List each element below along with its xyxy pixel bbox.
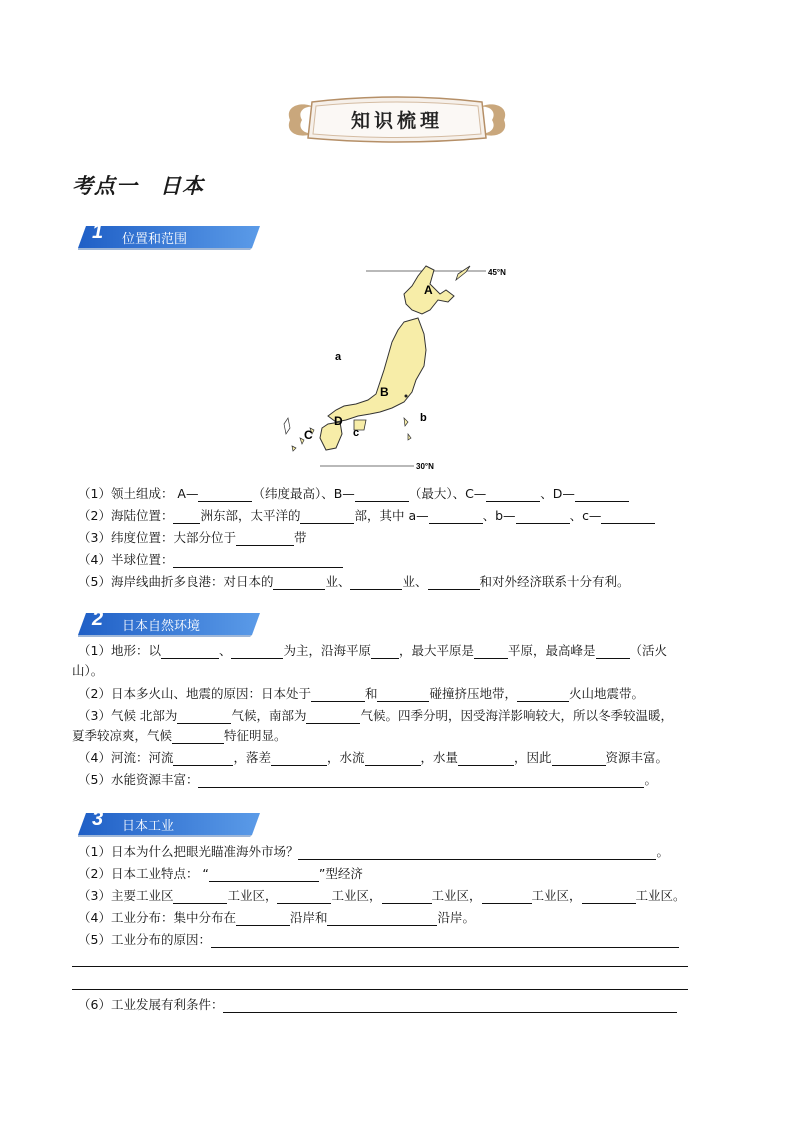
answer-line[interactable] <box>72 966 688 967</box>
answer-blank[interactable] <box>236 532 294 546</box>
s2-question-4 <box>78 749 668 766</box>
answer-blank[interactable] <box>482 890 532 904</box>
text: （2）海陆位置： <box>78 508 174 523</box>
answer-blank[interactable] <box>173 554 343 568</box>
map-label-b-lower: b <box>420 412 427 424</box>
text: （1）领土组成： A— <box>78 486 199 501</box>
answer-blank[interactable] <box>428 576 480 590</box>
text: 沿岸。 <box>437 910 475 925</box>
text: 带 <box>293 530 307 545</box>
answer-blank[interactable] <box>277 890 331 904</box>
answer-blank[interactable] <box>382 890 432 904</box>
text: （2）日本多火山、地震的原因：日本处于 <box>78 686 311 701</box>
answer-blank[interactable] <box>236 912 290 926</box>
text: 为主，沿海平原 <box>283 643 371 658</box>
text: 、 <box>218 643 232 658</box>
answer-blank[interactable] <box>601 510 655 524</box>
s1-question-5 <box>78 573 630 590</box>
answer-blank[interactable] <box>365 752 421 766</box>
answer-blank[interactable] <box>177 710 231 724</box>
answer-blank[interactable] <box>311 688 365 702</box>
text: 工业区。 <box>635 888 686 903</box>
answer-blank[interactable] <box>173 752 233 766</box>
text: （活火 <box>629 643 668 658</box>
s3-question-6 <box>78 996 677 1013</box>
section-title: 日本工业 <box>122 819 175 834</box>
text: 气候，南部为 <box>231 708 307 723</box>
text: 和 <box>364 686 378 701</box>
text: ，水流 <box>326 750 365 765</box>
text: 。 <box>644 772 657 787</box>
s2-question-3-cont <box>72 727 287 744</box>
text: ，因此 <box>514 750 552 765</box>
answer-blank[interactable] <box>575 488 629 502</box>
text: 业、 <box>325 574 351 589</box>
answer-blank[interactable] <box>516 510 570 524</box>
lat-30-label: 30°N <box>416 462 434 471</box>
text: （5）海岸线曲折多良港：对日本的 <box>78 574 274 589</box>
s1-question-1 <box>78 485 629 502</box>
answer-blank[interactable] <box>306 710 360 724</box>
text: 火山地震带。 <box>569 686 645 701</box>
text: 工业区， <box>531 888 582 903</box>
answer-line[interactable] <box>72 989 688 990</box>
text: 资源丰富。 <box>605 750 669 765</box>
text: （纬度最高）、B— <box>252 486 355 501</box>
map-label-a-lower: a <box>335 351 342 363</box>
answer-blank[interactable] <box>582 890 636 904</box>
text: （最大）、C— <box>408 486 487 501</box>
s2-question-5 <box>78 771 657 788</box>
japan-map-icon <box>280 258 520 476</box>
text: （1）地形：以 <box>78 643 161 658</box>
text: 洲东部，太平洋的 <box>200 508 301 523</box>
text: 山）。 <box>72 663 104 678</box>
text: 、c— <box>569 508 602 523</box>
map-label-b-upper: B <box>380 385 389 399</box>
text: 工业区， <box>227 888 278 903</box>
map-label-a-upper: A <box>424 283 433 297</box>
s1-question-4 <box>78 551 343 568</box>
answer-blank[interactable] <box>223 999 677 1013</box>
topic-label: 考点一 <box>72 174 138 198</box>
section-header-3 <box>78 808 268 837</box>
s2-question-1-cont <box>72 662 103 679</box>
s2-question-2 <box>78 685 644 702</box>
answer-blank[interactable] <box>198 488 252 502</box>
answer-blank[interactable] <box>371 645 399 659</box>
section-title: 日本自然环境 <box>122 619 201 634</box>
s3-question-4 <box>78 909 475 926</box>
text: 工业区， <box>431 888 482 903</box>
section-banner <box>282 96 512 144</box>
text: 、b— <box>482 508 516 523</box>
answer-blank[interactable] <box>173 890 227 904</box>
answer-blank[interactable] <box>273 576 325 590</box>
answer-blank[interactable] <box>596 645 630 659</box>
text: 沿岸和 <box>289 910 328 925</box>
text: 部，其中 a— <box>354 508 429 523</box>
map-label-c-upper: C <box>304 428 313 442</box>
text: ，落差 <box>233 750 271 765</box>
s2-question-3 <box>78 707 673 724</box>
s1-question-3 <box>78 529 306 546</box>
text: 业、 <box>402 574 428 589</box>
topic-name: 日本 <box>160 174 204 198</box>
section-number: 3 <box>92 808 104 830</box>
answer-blank[interactable] <box>231 645 283 659</box>
text: （6）工业发展有利条件： <box>78 997 224 1012</box>
text: ”型经济 <box>318 866 363 881</box>
answer-blank[interactable] <box>209 868 319 882</box>
text: （4）河流：河流 <box>78 750 174 765</box>
text: （3）气候 北部为 <box>78 708 178 723</box>
map-label-d-upper: D <box>334 414 343 428</box>
answer-blank[interactable] <box>173 510 200 524</box>
answer-blank[interactable] <box>327 912 437 926</box>
text: （3）纬度位置：大部分位于 <box>78 530 236 545</box>
answer-blank[interactable] <box>172 730 224 744</box>
s3-question-3 <box>78 887 686 904</box>
text: 气候。四季分明，因受海洋影响较大，所以冬季较温暖， <box>360 708 673 723</box>
text: （2）日本工业特点： “ <box>78 866 209 881</box>
text: 工业区， <box>331 888 382 903</box>
lat-45-label: 45°N <box>488 268 506 277</box>
map-label-c-lower: c <box>353 427 360 439</box>
s2-question-1 <box>78 642 667 659</box>
s1-question-2 <box>78 507 655 524</box>
answer-blank[interactable] <box>350 576 402 590</box>
answer-blank[interactable] <box>355 488 409 502</box>
answer-blank[interactable] <box>377 688 429 702</box>
s3-question-5 <box>78 931 679 948</box>
answer-blank[interactable] <box>552 752 606 766</box>
text: （5）工业分布的原因： <box>78 932 211 947</box>
answer-blank[interactable] <box>429 510 483 524</box>
text: 。 <box>656 844 669 859</box>
answer-blank[interactable] <box>474 645 508 659</box>
section-title: 位置和范围 <box>122 232 188 247</box>
answer-blank[interactable] <box>211 934 679 948</box>
section-header-2 <box>78 608 268 637</box>
text: 平原，最高峰是 <box>508 643 596 658</box>
s3-question-2 <box>78 865 363 882</box>
section-number: 2 <box>92 608 104 630</box>
text: 和对外经济联系十分有利。 <box>479 574 630 589</box>
answer-blank[interactable] <box>486 488 540 502</box>
answer-blank[interactable] <box>298 846 656 860</box>
section-header-1 <box>78 221 268 250</box>
answer-blank[interactable] <box>300 510 354 524</box>
banner-title: 知识梳理 <box>350 110 443 132</box>
answer-blank[interactable] <box>271 752 327 766</box>
text: ，最大平原是 <box>399 643 475 658</box>
answer-blank[interactable] <box>198 774 644 788</box>
text: 、D— <box>540 486 575 501</box>
text: （4）半球位置： <box>78 552 174 567</box>
section-number: 1 <box>92 221 104 243</box>
japan-map <box>280 258 520 476</box>
text: 碰撞挤压地带， <box>429 686 517 701</box>
s3-question-1 <box>78 843 669 860</box>
text: （4）工业分布：集中分布在 <box>78 910 236 925</box>
topic-heading <box>72 170 204 200</box>
text: ，水量 <box>420 750 459 765</box>
answer-blank[interactable] <box>517 688 569 702</box>
text: （3）主要工业区 <box>78 888 174 903</box>
text: （1）日本为什么把眼光瞄准海外市场？ <box>78 844 299 859</box>
text: （5）水能资源丰富： <box>78 772 199 787</box>
text: 夏季较凉爽，气候 <box>72 728 173 743</box>
answer-blank[interactable] <box>161 645 219 659</box>
answer-blank[interactable] <box>458 752 514 766</box>
text: 特征明显。 <box>224 728 287 743</box>
